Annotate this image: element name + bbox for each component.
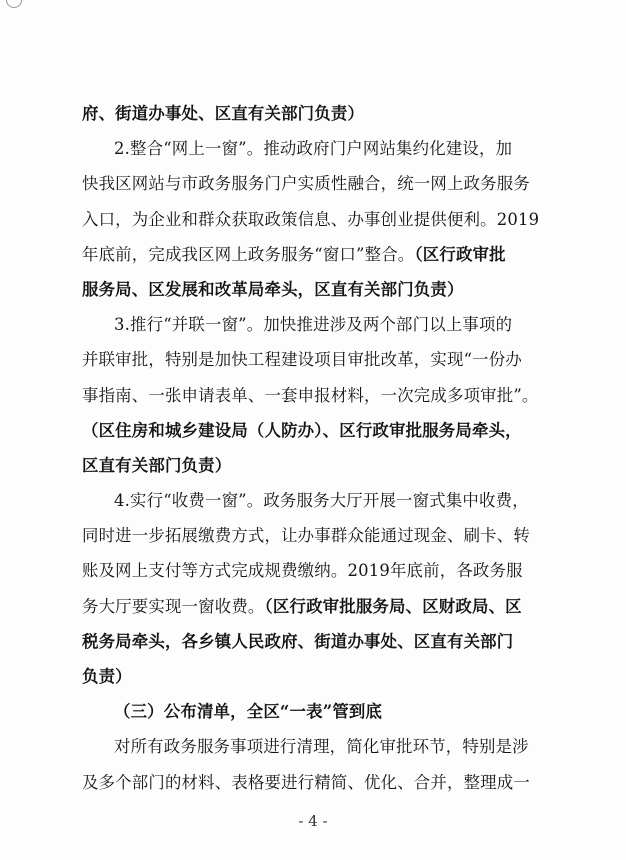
text-segment: 3.推行“并联一窗”。加快推进涉及两个部门以上事项的 [114,315,513,335]
text-line [82,237,552,272]
text-segment: 入口，为企业和群众获取政策信息、办事创业提供便利。2019 [82,209,540,229]
bold-text-segment: 负责） [82,667,132,686]
bold-text-segment: 府、街道办事处、区直有关部门负责） [82,104,365,123]
text-segment: 事指南、一张申请表单、一套申报材料，一次完成多项审批”。 [82,385,539,405]
text-line [82,694,552,729]
text-line [82,166,552,201]
text-line [82,96,552,131]
body-text [82,96,552,800]
text-segment: 账及网上支付等方式完成规费缴纳。2019年底前，各政务服 [82,561,523,581]
text-line [82,202,552,237]
text-segment: 对所有政务服务事项进行清理，简化审批环节，特别是涉 [114,737,529,757]
bold-text-segment: 服务局、区发展和改革局牵头，区直有关部门负责） [82,279,464,299]
bold-text-segment: 税务局牵头，各乡镇人民政府、街道办事处、区直有关部门 [82,631,514,651]
text-segment: 2.整合“网上一窗”。推动政府门户网站集约化建设，加 [114,139,513,159]
text-line [82,659,552,694]
text-line [82,378,552,413]
text-line [82,413,552,448]
text-line [82,272,552,307]
text-segment: 年底前，完成我区网上政务服务“窗口”整合。 [82,244,415,264]
text-line [82,448,552,483]
text-line [82,131,552,166]
bold-text-segment: （三）公布清单，全区“一表”管到底 [114,702,383,722]
text-line [82,589,552,624]
text-line [82,483,552,518]
page-number [0,812,626,830]
text-line [82,342,552,377]
text-segment: 并联审批，特别是加快工程建设项目审批改革，实现“一份办 [82,350,522,370]
text-segment: 4.实行“收费一窗”。政务服务大厅开展一窗式集中收费， [114,491,529,511]
text-line [82,624,552,659]
text-line [82,729,552,764]
bold-text-segment: 区直有关部门负责） [82,455,232,475]
binding-hole-mark [6,0,22,8]
text-line [82,518,552,553]
text-segment: 快我区网站与市政务服务门户实质性融合，统一网上政务服务 [82,174,530,194]
text-line [82,307,552,342]
text-line [82,765,552,800]
text-segment: 及多个部门的材料、表格要进行精简、优化、合并，整理成一 [82,772,530,792]
bold-text-segment: （区行政审批服务局、区财政局、区 [264,596,522,616]
text-line [82,553,552,588]
text-segment: 同时进一步拓展缴费方式，让办事群众能通过现金、刷卡、转 [82,526,530,546]
page-number-text: - 4 - [298,812,328,830]
bold-text-segment: （区行政审批 [414,244,506,264]
text-segment: 务大厅要实现一窗收费。 [82,596,265,616]
bold-text-segment: （区住房和城乡建设局（人防办）、区行政审批服务局牵头， [82,420,522,440]
